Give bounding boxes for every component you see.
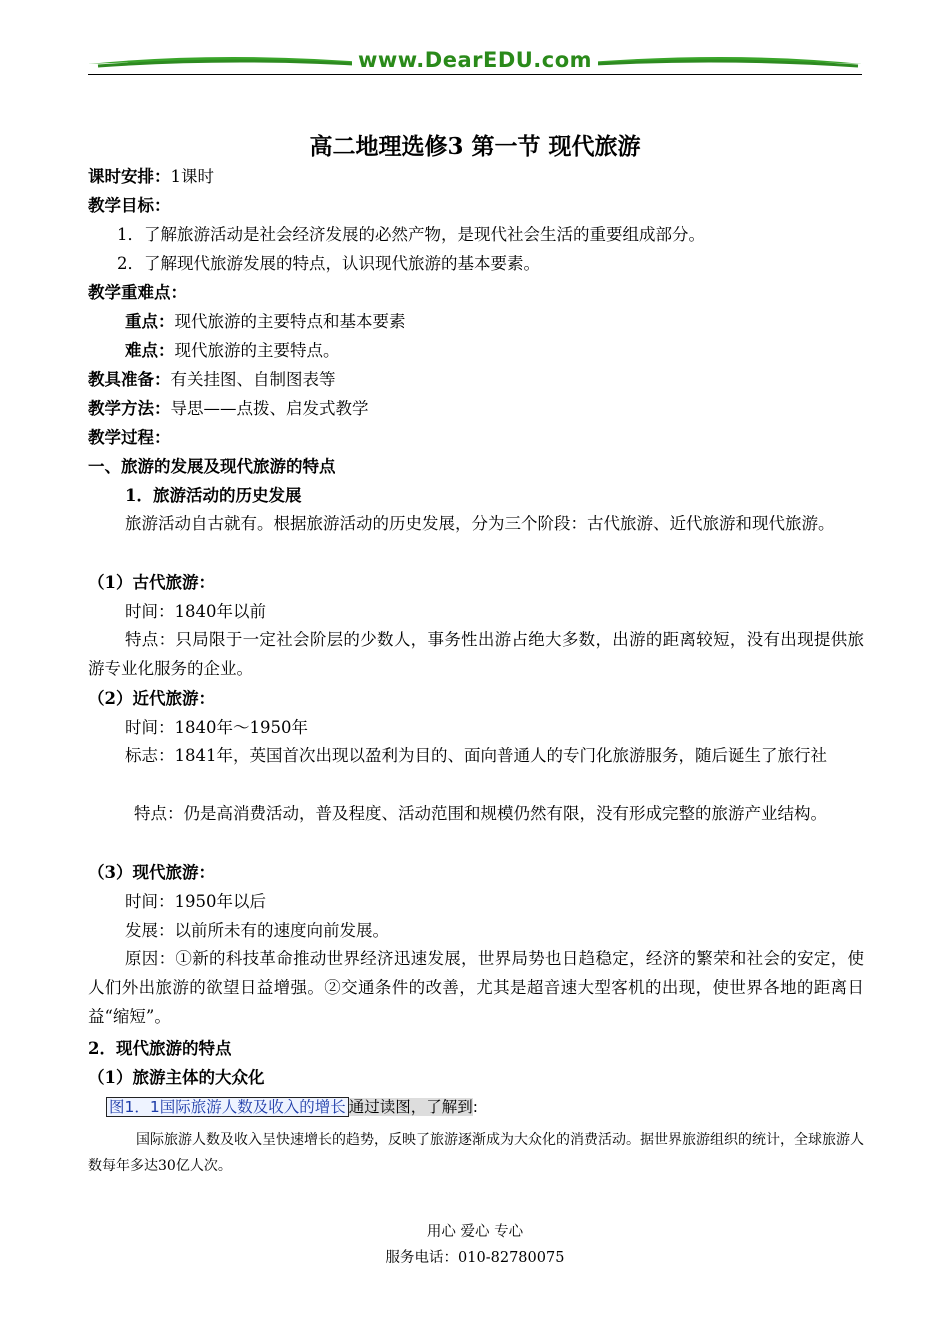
contemporary-dev: 发展：以前所未有的速度向前发展。 [125, 921, 389, 940]
difficulty-label: 难点： [125, 341, 175, 360]
figure-link[interactable]: 图1．1国际旅游人数及收入的增长 [106, 1097, 349, 1117]
ancient-heading: （1）古代旅游： [88, 573, 215, 592]
difficulty-value: 现代旅游的主要特点。 [174, 341, 340, 360]
figure-reference-text: 通过读图，了解到 [348, 1098, 473, 1116]
tools-label: 教具准备： [88, 370, 171, 389]
method-row [88, 398, 868, 419]
contemporary-heading: （3）现代旅游： [88, 863, 215, 882]
focus-row [125, 311, 905, 332]
figure-note: 国际旅游人数及收入呈快速增长的趋势，反映了旅游逐渐成为大众化的消费活动。据世界旅游组织的统计，全球旅游人数每年多达30亿人次。 [88, 1132, 864, 1174]
footer-phone: 服务电话：010-82780075 [385, 1250, 565, 1266]
figure-reference-colon: : [472, 1098, 478, 1116]
subsection-heading: 2．现代旅游的特点 [88, 1039, 232, 1058]
schedule-value: 1课时 [170, 167, 214, 186]
header-divider [88, 74, 862, 75]
goal-item: 2．了解现代旅游发展的特点，认识现代旅游的基本要素。 [117, 254, 540, 273]
modern-early-sign: 标志：1841年，英国首次出现以盈利为目的、面向普通人的专门化旅游服务，随后诞生了旅行社 [125, 746, 827, 765]
schedule-label: 课时安排： [88, 167, 171, 186]
method-label: 教学方法： [88, 399, 171, 418]
subsection-heading: 1．旅游活动的历史发展 [125, 486, 302, 505]
focus-value: 现代旅游的主要特点和基本要素 [174, 312, 406, 331]
figure-reference-row [106, 1097, 886, 1118]
modern-early-heading: （2）近代旅游： [88, 689, 215, 708]
site-logo: www.DearEDU.com [88, 48, 862, 72]
tools-value: 有关挂图、自制图表等 [170, 370, 336, 389]
ancient-time: 时间：1840年以前 [125, 602, 266, 621]
section-heading: 一、旅游的发展及现代旅游的特点 [88, 457, 336, 476]
footer-motto: 用心 爱心 专心 [426, 1224, 524, 1240]
ancient-feature: 特点：只局限于一定社会阶层的少数人，事务性出游占绝大多数，出游的距离较短，没有出现提供旅游专业化服务的企业。 [88, 630, 864, 678]
focus-label: 重点： [125, 312, 175, 331]
modern-early-feature: 特点：仍是高消费活动，普及程度、活动范围和规模仍然有限，没有形成完整的旅游产业结构。 [134, 804, 827, 823]
method-value: 导思——点拨、启发式教学 [170, 399, 369, 418]
intro-paragraph: 旅游活动自古就有。根据旅游活动的历史发展，分为三个阶段：古代旅游、近代旅游和现代旅游。 [125, 514, 835, 533]
goals-label: 教学目标： [88, 196, 171, 215]
tools-row [88, 369, 868, 390]
page-title: 高二地理选修3 第一节 现代旅游 [309, 133, 641, 160]
modern-early-time: 时间：1840年～1950年 [125, 718, 308, 737]
contemporary-time: 时间：1950年以后 [125, 892, 266, 911]
popular-heading: （1）旅游主体的大众化 [88, 1068, 265, 1087]
process-label: 教学过程： [88, 428, 171, 447]
keypoints-label: 教学重难点： [88, 283, 187, 302]
difficulty-row [125, 340, 905, 361]
goal-item: 1．了解旅游活动是社会经济发展的必然产物，是现代社会生活的重要组成部分。 [117, 225, 705, 244]
contemporary-reason: 原因：①新的科技革命推动世界经济迅速发展，世界局势也日趋稳定，经济的繁荣和社会的安定，使人们外出旅游的欲望日益增强。②交通条件的改善，尤其是超音速大型客机的出现，使世界各地的距离日益“缩短”。 [88, 949, 864, 1026]
schedule-row [88, 166, 868, 187]
page-header [88, 44, 862, 78]
